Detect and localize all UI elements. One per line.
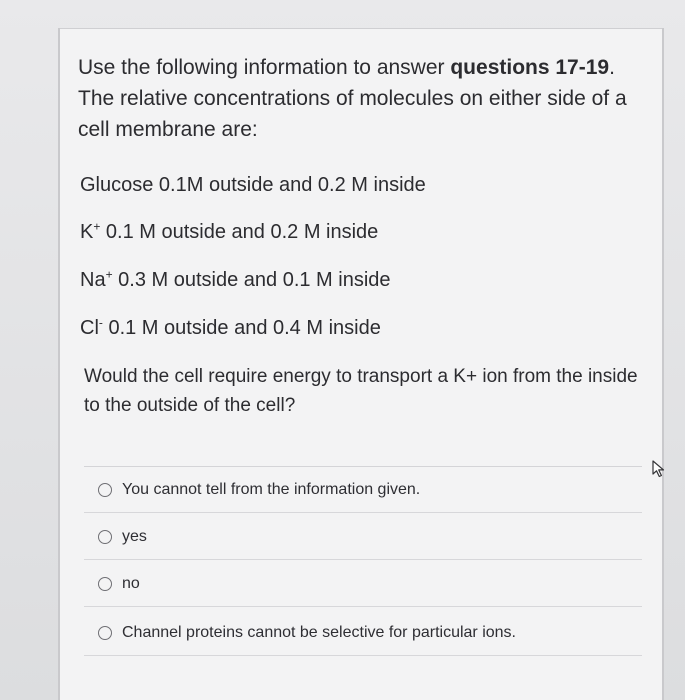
concentration-values: 0.3 M outside and 0.1 M inside <box>112 269 391 291</box>
species-name: Glucose <box>80 174 154 196</box>
concentration-line-glucose <box>80 172 426 198</box>
species-name: K <box>80 221 94 243</box>
question-card <box>58 28 664 700</box>
ion-charge: + <box>93 219 101 234</box>
species-name: Cl <box>80 317 99 339</box>
radio-button-icon[interactable] <box>98 577 112 591</box>
concentration-line-potassium <box>80 219 378 245</box>
answer-option-no[interactable] <box>84 561 642 607</box>
concentration-line-chloride <box>80 315 381 341</box>
concentration-line-sodium <box>80 267 391 293</box>
prompt-question-range: questions 17-19 <box>450 56 610 79</box>
answer-label: no <box>122 574 140 592</box>
concentration-values: 0.1M outside and 0.2 M inside <box>153 174 426 196</box>
answer-option-cannot-tell[interactable] <box>84 467 642 513</box>
radio-button-icon[interactable] <box>98 626 112 640</box>
answer-option-yes[interactable] <box>84 514 642 560</box>
ion-charge: + <box>105 267 113 282</box>
radio-button-icon[interactable] <box>98 483 112 497</box>
concentration-values: 0.1 M outside and 0.4 M inside <box>102 317 381 339</box>
question-prompt <box>78 52 652 145</box>
concentration-values: 0.1 M outside and 0.2 M inside <box>100 221 379 243</box>
question-text: Would the cell require energy to transport a K+ ion from the inside to the outside of the cell? <box>84 366 638 416</box>
species-name: Na <box>80 269 106 291</box>
prompt-tail-text: . The relative concentrations of molecules on either side of a cell membrane are: <box>78 56 627 141</box>
prompt-lead-text: Use the following information to answer <box>78 56 451 79</box>
radio-button-icon[interactable] <box>98 530 112 544</box>
ion-charge: - <box>98 315 103 330</box>
mouse-pointer-icon <box>651 460 667 478</box>
card-top-divider <box>60 28 662 29</box>
answer-label: Channel proteins cannot be selective for particular ions. <box>122 623 516 641</box>
answer-option-channel-proteins[interactable] <box>84 610 642 656</box>
answer-label: You cannot tell from the information given. <box>122 480 421 498</box>
answer-label: yes <box>122 527 147 545</box>
